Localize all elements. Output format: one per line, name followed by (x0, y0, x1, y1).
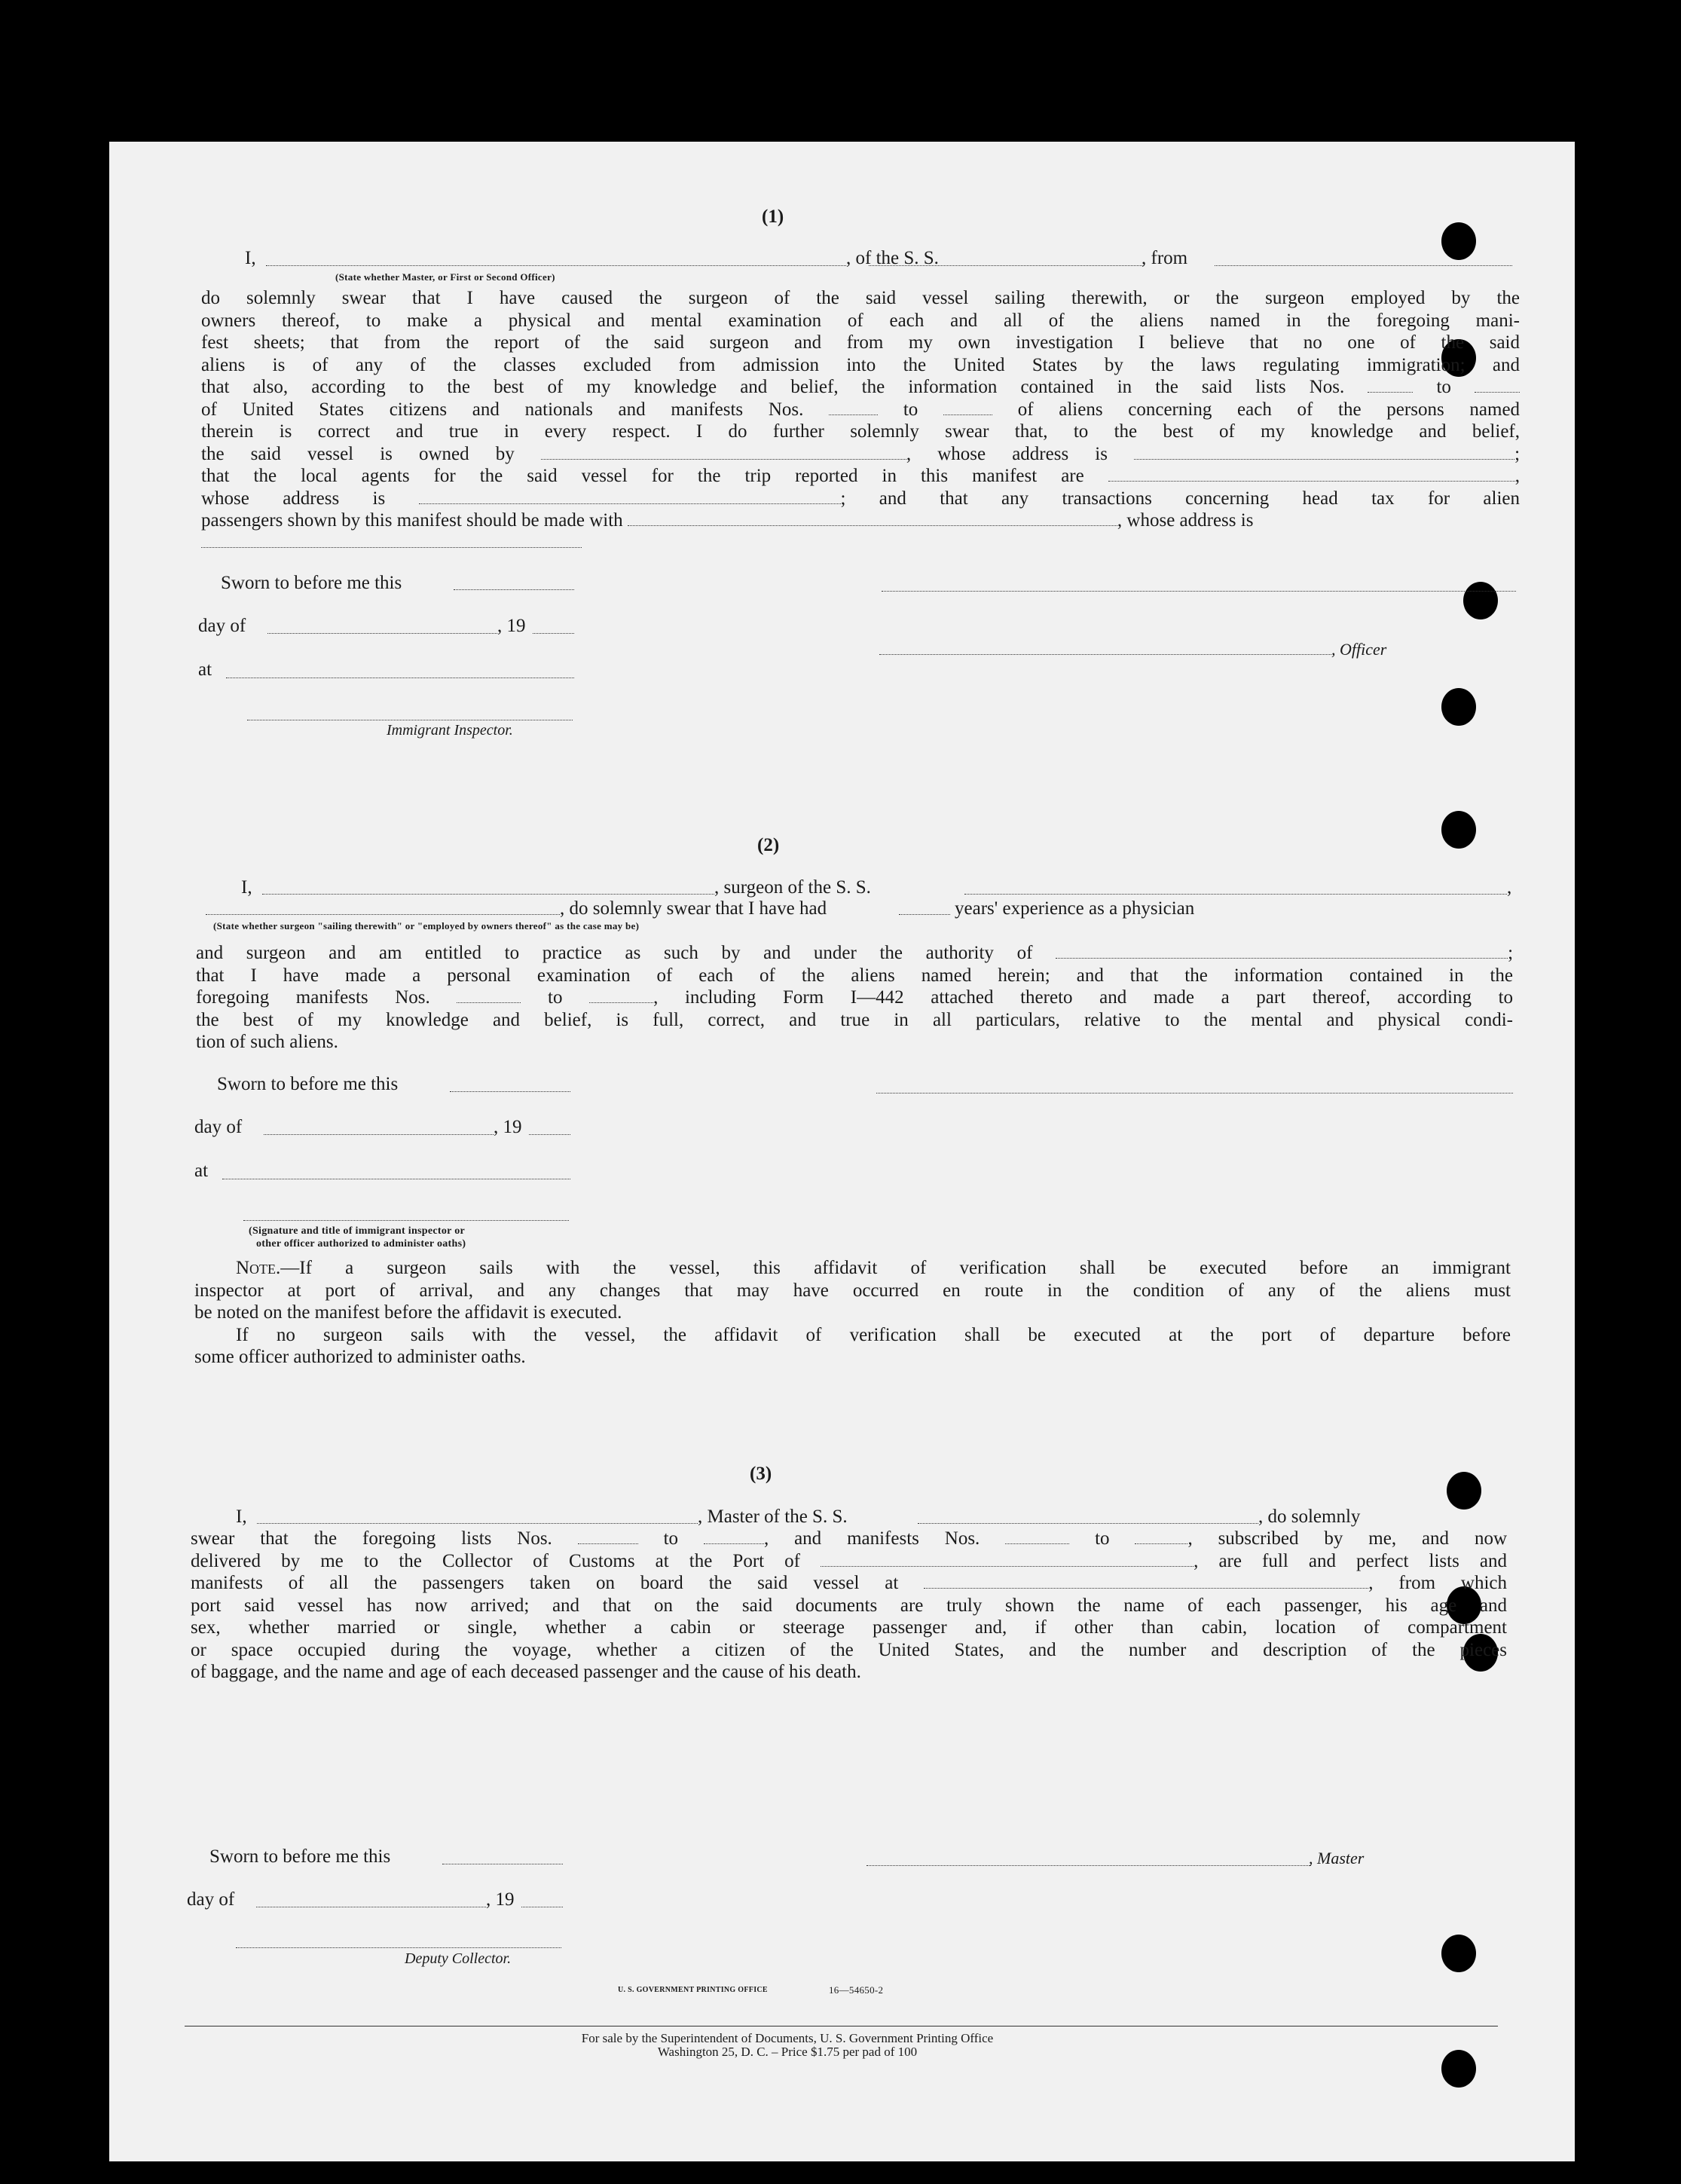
printer-credit: U. S. GOVERNMENT PRINTING OFFICE (618, 1986, 768, 1994)
paragraph-line: therein is correct and true in every respect. I do further solemnly swear that, to the best of my knowledge and belief, (201, 421, 1520, 442)
port-line (821, 1566, 1194, 1567)
paragraph-line: and surgeon and am entitled to practice as such by and under the authority of ; (196, 943, 1513, 963)
paragraph-line: delivered by me to the Collector of Customs at the Port of , are full and perfect lists and (191, 1550, 1507, 1571)
day-line (267, 633, 497, 634)
paragraph-line: the said vessel is owned by , whose address is ; (201, 443, 1520, 464)
inspector-caption: Immigrant Inspector. (387, 722, 513, 739)
paragraph-line: sex, whether married or single, whether a cabin or steerage passenger and, if other than cabin, location of compartment (191, 1617, 1507, 1638)
officer-title-sign-line (879, 654, 1331, 655)
inspector-signature-line (243, 1220, 569, 1221)
master-label: , Master of the S. S. (698, 1506, 848, 1527)
master-signature-line (866, 1865, 1311, 1866)
section-number: (2) (757, 835, 780, 855)
manifest-no-line (1135, 1543, 1187, 1544)
paragraph-line: manifests of all the passengers taken on board the said vessel at , from which (191, 1573, 1507, 1593)
punct: , (1507, 877, 1512, 898)
section-number: (1) (762, 206, 784, 227)
owner-address-line (1134, 459, 1514, 460)
day-line (264, 1134, 494, 1135)
sworn-label: Sworn to before me this (221, 573, 402, 593)
deputy-caption: Deputy Collector. (405, 1950, 512, 1967)
paragraph-line: foregoing manifests Nos. to , including Form I—442 attached thereto and made a part thereof, according to (196, 987, 1513, 1008)
paragraph-line: or space occupied during the voyage, whether a citizen of the United States, and the number and description of the pieces (191, 1639, 1507, 1660)
paragraph-line: that also, according to the best of my knowledge and belief, the information contained in the said lists Nos. to (201, 376, 1520, 399)
year-label: , 19 (497, 616, 526, 636)
surgeon-signature-line (876, 1093, 1513, 1094)
solemnly-label: , do solemnly (1258, 1506, 1361, 1527)
manifest-no-line (829, 414, 878, 415)
paragraph-line: that I have made a personal examination of each of the aliens named herein; and that the information contained in the (196, 965, 1513, 986)
surgeon-name-line (262, 894, 714, 895)
year-line (533, 633, 574, 634)
list-no-line (1475, 392, 1520, 393)
oath-paragraph (196, 942, 1513, 1054)
head-tax-line (628, 525, 1117, 526)
oath-label: I, (241, 877, 252, 898)
years-label: years' experience as a physician (955, 898, 1195, 919)
officer-caption: , Officer (1331, 640, 1387, 659)
paragraph-line: of baggage, and the name and age of each deceased passenger and the cause of his death. (191, 1662, 861, 1682)
from-port-line (1215, 265, 1512, 266)
at-label: at (194, 1161, 209, 1181)
day-label: day of (198, 616, 246, 636)
manifest-no-line (1005, 1543, 1069, 1544)
day-label: day of (194, 1117, 243, 1137)
paragraph-line: some officer authorized to administer oaths. (194, 1347, 526, 1367)
manifest-no-line (589, 1002, 653, 1003)
address-continuation-line (201, 547, 582, 548)
signature-caption: other officer authorized to administer oaths) (256, 1238, 466, 1250)
paragraph-line: the best of my knowledge and belief, is full, correct, and true in all particulars, relative to the mental and physical condi- (196, 1009, 1513, 1030)
paragraph-line: owners thereof, to make a physical and mental examination of each and all of the aliens named in the foregoing mani- (201, 310, 1520, 331)
sale-notice: For sale by the Superintendent of Documents, U. S. Government Printing Office Washington 25, D. C. – Price $1.75 per pad of 100 (581, 2031, 994, 2059)
deputy-signature-line (236, 1947, 561, 1948)
surgeon-status-line (206, 914, 560, 915)
from-label: , from (1142, 248, 1188, 268)
punch-hole (1441, 222, 1476, 260)
paragraph-line: port said vessel has now arrived; and that on the said documents are truly shown the name of each passenger, his age and (191, 1595, 1507, 1616)
paragraph-line: do solemnly swear that I have caused the surgeon of the said vessel sailing therewith, or the surgeon employed by the (201, 288, 1520, 308)
paragraph-line: whose address is ; and that any transactions concerning head tax for alien (201, 488, 1520, 509)
surgeon-label: , surgeon of the S. S. (714, 877, 871, 898)
officer-title-line (266, 265, 846, 266)
punch-hole (1441, 2050, 1476, 2088)
agents-line (1108, 481, 1515, 482)
vessel-label: , of the S. S. (846, 248, 939, 268)
paragraph-line: that the local agents for the said vessel for the trip reported in this manifest are , (201, 466, 1520, 486)
punch-hole (1463, 582, 1498, 619)
sworn-date-line (450, 1091, 570, 1092)
list-no-line (704, 1543, 764, 1544)
sworn-date-line (454, 589, 574, 590)
year-label: , 19 (486, 1889, 515, 1910)
field-hint: (State whether Master, or First or Second Officer) (335, 271, 555, 283)
officer-signature-line (882, 591, 1516, 592)
field-hint: (State whether surgeon "sailing therewith" or "employed by owners thereof" as the case may be) (213, 920, 640, 931)
manifest-no-line (943, 414, 992, 415)
paragraph-line: of United States citizens and nationals and manifests Nos. to of aliens concerning each of the persons named (201, 399, 1520, 420)
paragraph-line: be noted on the manifest before the affidavit is executed. (194, 1302, 622, 1323)
list-no-line (1368, 392, 1413, 393)
sworn-label: Sworn to before me this (209, 1846, 391, 1867)
paragraph-line: passengers shown by this manifest should be made with , whose address is (201, 510, 1254, 531)
list-no-line (578, 1543, 638, 1544)
punch-hole (1447, 1472, 1481, 1510)
paragraph-line: fest sheets; that from the report of the said surgeon and from my own investigation I believe that no one of the said (201, 332, 1520, 353)
punch-hole (1441, 1935, 1476, 1972)
day-label: day of (187, 1889, 235, 1910)
paragraph-line: swear that the foregoing lists Nos. to , and manifests Nos. to , subscribed by me, and now (191, 1528, 1507, 1549)
agents-address-line (419, 503, 841, 504)
vessel-name-line (869, 265, 1144, 266)
oath-label: I, (236, 1506, 247, 1527)
at-label: at (198, 659, 212, 680)
oath-paragraph (191, 1528, 1507, 1684)
oath-label: I, (245, 248, 256, 268)
paragraph-line: If no surgeon sails with the vessel, the affidavit of verification shall be executed at the port of departure before (236, 1324, 1511, 1345)
section-number: (3) (750, 1464, 772, 1484)
signature-caption: (Signature and title of immigrant inspector or (249, 1225, 466, 1237)
vessel-name-line (918, 1523, 1258, 1524)
paragraph-line: inspector at port of arrival, and any changes that may have occurred en route in the condition of any of the aliens must (194, 1280, 1511, 1301)
master-caption: , Master (1309, 1849, 1365, 1867)
oath-paragraph (201, 287, 1520, 532)
manifest-no-line (457, 1002, 521, 1003)
form-number: 16—54650-2 (829, 1984, 884, 1996)
form-page (109, 142, 1575, 2161)
master-name-line (257, 1523, 698, 1524)
punch-hole (1441, 688, 1476, 726)
sworn-label: Sworn to before me this (217, 1074, 399, 1094)
paragraph-line: aliens is of any of the classes excluded from admission into the United States by the laws regulating immigration; and (201, 354, 1520, 375)
punch-hole (1441, 811, 1476, 849)
years-line (899, 914, 950, 915)
paragraph-line: tion of such aliens. (196, 1032, 338, 1052)
authority-line (1056, 958, 1508, 959)
vessel-name-line (964, 894, 1507, 895)
boarding-port-line (924, 1588, 1368, 1589)
swear-label: , do solemnly swear that I have had (560, 898, 827, 919)
year-label: , 19 (494, 1117, 522, 1137)
paragraph-line: Note.—If a surgeon sails with the vessel, this affidavit of verification shall be executed before an immigrant (236, 1258, 1511, 1278)
note-paragraph (194, 1257, 1511, 1369)
year-line (529, 1134, 570, 1135)
owner-line (541, 459, 906, 460)
